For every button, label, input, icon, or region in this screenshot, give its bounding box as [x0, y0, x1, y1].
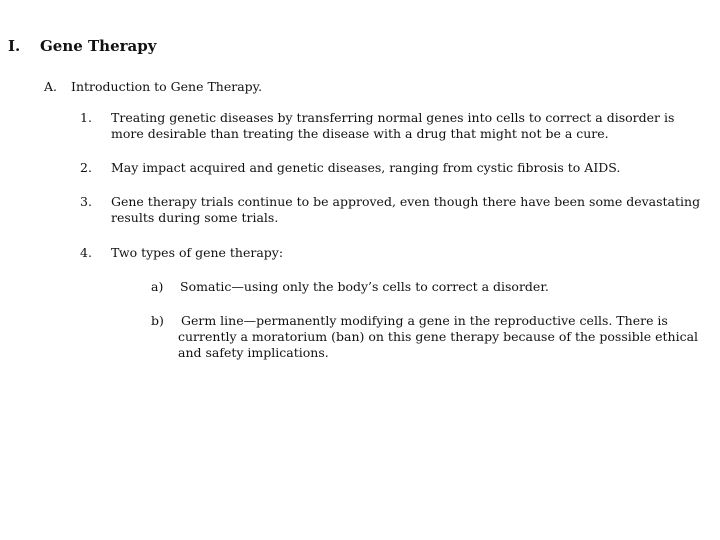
subitem-a-letter: a)	[151, 279, 164, 294]
item-2-number: 2.	[80, 160, 92, 175]
subsection-letter: A.	[44, 79, 58, 94]
subsection-title: Introduction to Gene Therapy.	[71, 79, 263, 94]
item-2-text: May impact acquired and genetic diseases, ranging from cystic fibrosis to AIDS.	[111, 160, 621, 175]
section-number: I.	[8, 37, 21, 55]
item-3-text: Gene therapy trials continue to be approved, even though there have been some devastating results during some trials.	[111, 194, 701, 225]
item-1-number: 1.	[80, 110, 92, 125]
item-1-text: Treating genetic diseases by transferring normal genes into cells to correct a disorder is more desirable than treating the disease with a drug that might not be a cure.	[111, 110, 675, 141]
item-4-text: Two types of gene therapy:	[111, 245, 284, 260]
subitem-b-letter: b)	[151, 313, 164, 328]
subitem-a-text: Somatic—using only the body’s cells to correct a disorder.	[180, 279, 549, 294]
subitem-b-text: Germ line—permanently modifying a gene in the reproductive cells. There is currently a moratorium (ban) on this gene therapy because of the possible ethical and safety implications.	[178, 313, 699, 360]
item-4-number: 4.	[80, 245, 92, 260]
section-title: Gene Therapy	[40, 37, 157, 55]
item-3-number: 3.	[80, 194, 92, 209]
